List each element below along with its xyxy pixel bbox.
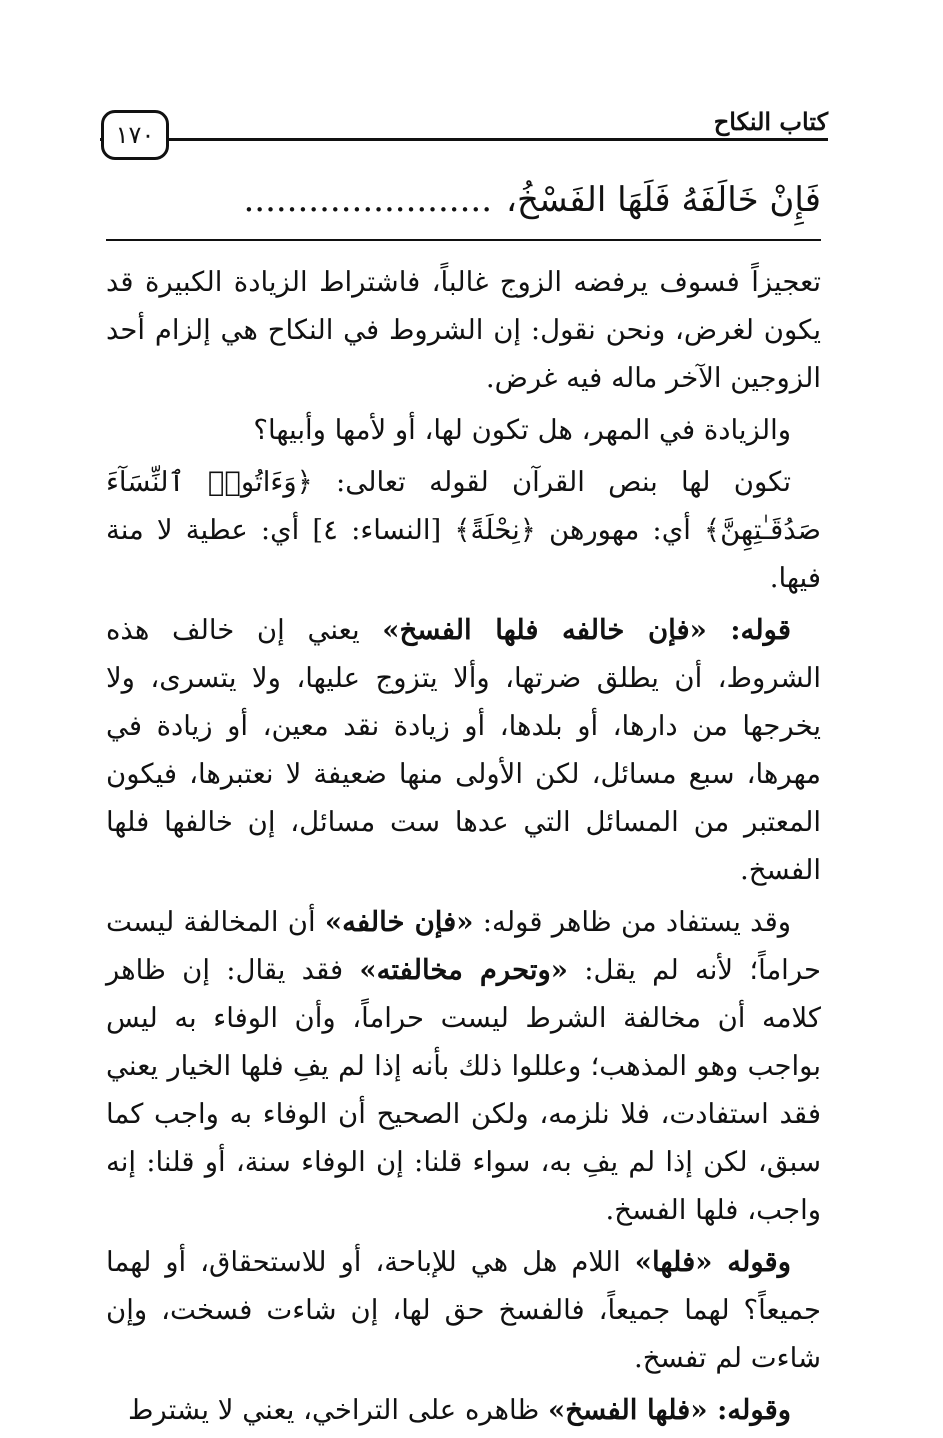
matn-quote: «فإن خالفه فلها الفسخ» [382, 614, 707, 646]
running-header [100, 100, 828, 160]
paragraph-text: ظاهره على التراخي، يعني لا يشترط [127, 1394, 549, 1426]
commentary-body [106, 258, 821, 1438]
matn-quote: «وتحرم مخالفته» [359, 954, 568, 986]
matn-dots: ....................... [243, 180, 493, 220]
matn-quote: «فإن خالفه» [324, 906, 474, 938]
paragraph-p6 [106, 1238, 821, 1382]
paragraph-p4 [106, 606, 821, 894]
paragraph-text: تعجيزاً فسوف يرفضه الزوج غالباً، فاشتراط الزيادة الكبيرة قد يكون لغرض، ونحن نقول: إن الشروط في النكاح هي إلزام أحد الزوجين الآخر ماله فيه غرض. [106, 266, 821, 394]
qawluh-label: قوله: [706, 614, 792, 646]
paragraph-text: والزيادة في المهر، هل تكون لها، أو لأمها وأبيها؟ [253, 414, 791, 446]
paragraph-text: اللام هل هي للإباحة، أو للاستحقاق، أو لهما جميعاً؟ لهما جميعاً، فالفسخ حق لها، إن شاءت فسخت، وإن شاءت لم تفسخ. [106, 1246, 821, 1374]
matn-quote: «فلها» [634, 1246, 713, 1278]
header-rule [100, 138, 828, 141]
paragraph-p5 [106, 898, 821, 1234]
matn-text: فَإِنْ خَالَفَهُ فَلَهَا الفَسْخُ، [506, 180, 821, 220]
paragraph-text: تكون لها بنص القرآن لقوله تعالى: ﴿وَءَاتُوا۟ ٱلنِّسَآءَ صَدُقَـٰتِهِنَّ﴾ أي: مهورهن ﴿نِحْلَةً﴾ [النساء: ٤] أي: عطية لا منة فيها. [106, 466, 821, 594]
book-title: كتاب النكاح [702, 108, 828, 136]
paragraph-text: وقد يستفاد من ظاهر قوله: [473, 906, 791, 938]
qawluh-label: وقوله [712, 1246, 791, 1278]
paragraph-p3 [106, 458, 821, 602]
matn-quote: «فلها الفسخ» [548, 1394, 708, 1426]
matn-separator [106, 239, 821, 241]
matn-text-line [100, 172, 821, 228]
paragraph-p1 [106, 258, 821, 402]
page-number: ١٧٠ [101, 110, 169, 160]
paragraph-text: يعني إن خالف هذه الشروط، أن يطلق ضرتها، وألا يتزوج عليها، ولا يتسرى، ولا يخرجها من دارها، أو بلدها، أو زيادة نقد معين، أو زيادة في مهرها، سبع مسائل، لكن الأولى منها ضعيفة لا نعتبرها، فيكون المعتبر من المسائل التي عدها ست مسائل، إن خالفها فلها الفسخ. [106, 614, 821, 886]
paragraph-text: فقد يقال: إن ظاهر كلامه أن مخالفة الشرط ليست حراماً، وأن الوفاء به ليس بواجب وهو المذهب؛ وعللوا ذلك بأنه إذا لم يفِ فلها الخيار يعني فقد استفادت، فلا نلزمه، ولكن الصحيح أن الوفاء به واجب كما سبق، لكن إذا لم يفِ به، سواء قلنا: إن الوفاء سنة، أو قلنا: إنه واجب، فلها الفسخ. [106, 954, 821, 1226]
paragraph-p2 [106, 406, 821, 454]
paragraph-p7 [106, 1386, 821, 1434]
qawluh-label: وقوله: [707, 1394, 791, 1426]
paragraph-text: أن المخالفة ليست حراماً؛ لأنه لم يقل: [106, 906, 821, 986]
